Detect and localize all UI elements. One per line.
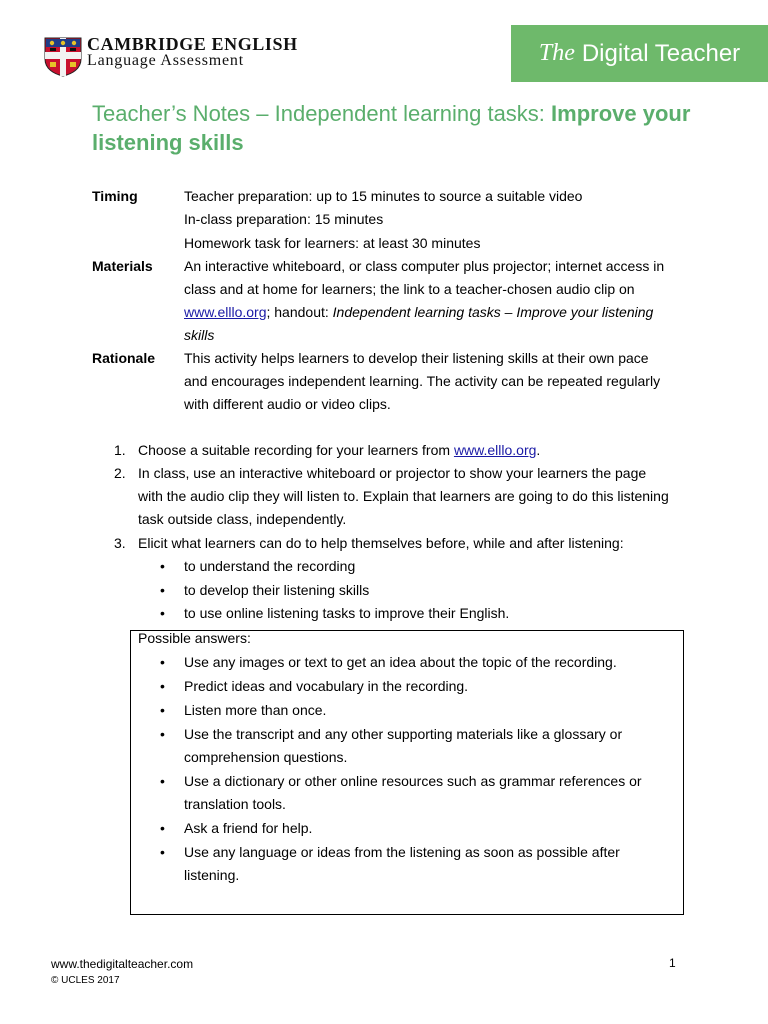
bullet-icon: • bbox=[160, 773, 165, 789]
org-subname: Language Assessment bbox=[87, 52, 244, 69]
bullet-icon: • bbox=[160, 702, 165, 718]
answer-item: Ask a friend for help. bbox=[184, 820, 313, 836]
page-number: 1 bbox=[669, 956, 676, 970]
timing-line: In-class preparation: 15 minutes bbox=[184, 211, 384, 227]
org-name: CAMBRIDGE ENGLISH bbox=[87, 34, 298, 54]
bullet-icon: • bbox=[160, 605, 165, 621]
bullet-icon: • bbox=[160, 582, 165, 598]
materials-line: An interactive whiteboard, or class computer plus projector; internet access in bbox=[184, 258, 665, 274]
digital-teacher-banner bbox=[511, 25, 768, 82]
page-title bbox=[92, 99, 692, 157]
step-2-line: In class, use an interactive whiteboard or projector to show your learners the page bbox=[138, 465, 647, 481]
rationale-line: with different audio or video clips. bbox=[184, 396, 391, 412]
step-2-line: with the audio clip they will listen to. Explain that learners are going to do this listening bbox=[138, 488, 669, 504]
bullet-icon: • bbox=[160, 558, 165, 574]
materials-line bbox=[184, 304, 653, 320]
timing-label: Timing bbox=[92, 188, 138, 204]
bullet-icon: • bbox=[160, 820, 165, 836]
banner-name: Digital Teacher bbox=[581, 39, 741, 67]
bullet-icon: • bbox=[160, 844, 165, 860]
timing-line: Teacher preparation: up to 15 minutes to source a suitable video bbox=[184, 188, 583, 204]
rationale-label: Rationale bbox=[92, 350, 156, 366]
answer-item-cont: translation tools. bbox=[184, 796, 286, 812]
answer-item: Predict ideas and vocabulary in the recording. bbox=[184, 678, 469, 694]
materials-label: Materials bbox=[92, 258, 153, 274]
answer-item: Use the transcript and any other supporting materials like a glossary or bbox=[184, 726, 623, 742]
step-number: 3. bbox=[114, 535, 126, 551]
step-3-bullet: to use online listening tasks to improve their English. bbox=[184, 605, 510, 621]
title-regular: Teacher’s Notes – Independent learning tasks: bbox=[92, 101, 552, 126]
answer-item: Use a dictionary or other online resources such as grammar references or bbox=[184, 773, 642, 789]
elllo-link[interactable]: www.elllo.org bbox=[184, 304, 267, 320]
rationale-line: and encourages independent learning. The activity can be repeated regularly bbox=[184, 373, 661, 389]
step-text-end: . bbox=[536, 442, 541, 458]
materials-line: class and at home for learners; the link to a teacher-chosen audio clip on bbox=[184, 281, 635, 297]
answer-item: Listen more than once. bbox=[184, 702, 327, 718]
step-number: 1. bbox=[114, 442, 126, 458]
bullet-icon: • bbox=[160, 654, 165, 670]
step-text: Choose a suitable recording for your learners from bbox=[138, 442, 454, 458]
footer-copyright: © UCLES 2017 bbox=[51, 975, 120, 986]
answer-item-cont: comprehension questions. bbox=[184, 749, 348, 765]
answer-item: Use any images or text to get an idea about the topic of the recording. bbox=[184, 654, 617, 670]
bullet-icon: • bbox=[160, 726, 165, 742]
cambridge-crest-icon bbox=[44, 37, 82, 77]
answer-item: Use any language or ideas from the listening as soon as possible after bbox=[184, 844, 620, 860]
handout-title: Independent learning tasks – Improve your listening bbox=[332, 304, 654, 320]
materials-text: ; handout: bbox=[266, 304, 333, 320]
timing-line: Homework task for learners: at least 30 minutes bbox=[184, 235, 481, 251]
materials-line bbox=[184, 327, 214, 343]
rationale-line: This activity helps learners to develop their listening skills at their own pace bbox=[184, 350, 649, 366]
possible-answers-heading: Possible answers: bbox=[138, 630, 251, 646]
step-1-text bbox=[138, 442, 540, 458]
step-3-bullet: to understand the recording bbox=[184, 558, 356, 574]
banner-the: The bbox=[538, 40, 575, 66]
bullet-icon: • bbox=[160, 678, 165, 694]
footer-url[interactable]: www.thedigitalteacher.com bbox=[51, 957, 194, 971]
step-number: 2. bbox=[114, 465, 126, 481]
elllo-link[interactable]: www.elllo.org bbox=[453, 442, 537, 458]
step-3-text: Elicit what learners can do to help themselves before, while and after listening: bbox=[138, 535, 624, 551]
handout-title-end: skills bbox=[184, 327, 215, 343]
answer-item-cont: listening. bbox=[184, 867, 240, 883]
step-3-bullet: to develop their listening skills bbox=[184, 582, 370, 598]
title-bold: Improve your listening skills bbox=[92, 101, 691, 155]
step-2-line: task outside class, independently. bbox=[138, 511, 347, 527]
